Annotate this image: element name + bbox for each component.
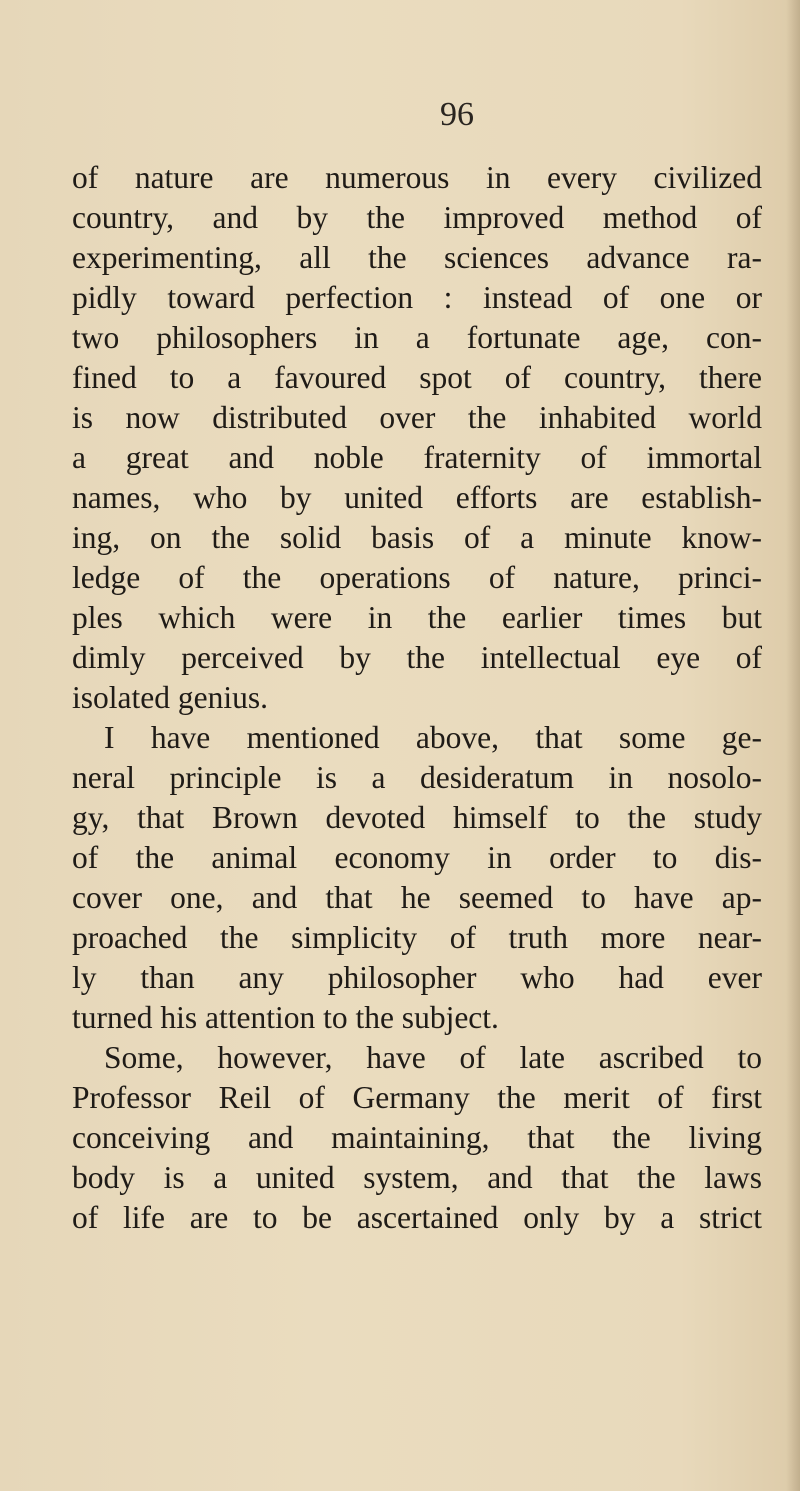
text-line: ples which were in the earlier times but <box>72 600 762 635</box>
paragraph-start-line: I have mentioned above, that some ge- <box>104 720 762 755</box>
text-line: proached the simplicity of truth more near- <box>72 920 762 955</box>
text-line: ing, on the solid basis of a minute know- <box>72 520 762 555</box>
text-line: a great and noble fraternity of immortal <box>72 440 762 475</box>
text-line: Professor Reil of Germany the merit of first <box>72 1080 762 1115</box>
text-line: neral principle is a desideratum in nosolo- <box>72 760 762 795</box>
text-line: experimenting, all the sciences advance ra- <box>72 240 762 275</box>
text-line: of life are to be ascertained only by a strict <box>72 1200 762 1235</box>
text-line: ledge of the operations of nature, princi- <box>72 560 762 595</box>
text-line: fined to a favoured spot of country, there <box>72 360 762 395</box>
text-line: body is a united system, and that the laws <box>72 1160 762 1195</box>
text-line: two philosophers in a fortunate age, con- <box>72 320 762 355</box>
paragraph-start-line: Some, however, have of late ascribed to <box>104 1040 762 1075</box>
body-text <box>72 158 762 1238</box>
text-line: conceiving and maintaining, that the living <box>72 1120 762 1155</box>
text-line: country, and by the improved method of <box>72 200 762 235</box>
text-line: isolated genius. <box>72 680 268 715</box>
text-line: of nature are numerous in every civilized <box>72 160 762 195</box>
text-line: cover one, and that he seemed to have ap- <box>72 880 762 915</box>
text-line: names, who by united efforts are establish- <box>72 480 762 515</box>
text-line: of the animal economy in order to dis- <box>72 840 762 875</box>
text-line: ly than any philosopher who had ever <box>72 960 762 995</box>
page-edge-shadow <box>786 0 800 1491</box>
page-number: 96 <box>440 96 474 133</box>
text-line: is now distributed over the inhabited world <box>72 400 762 435</box>
text-line: pidly toward perfection : instead of one or <box>72 280 762 315</box>
text-line: dimly perceived by the intellectual eye of <box>72 640 762 675</box>
text-line: turned his attention to the subject. <box>72 1000 499 1035</box>
text-line: gy, that Brown devoted himself to the study <box>72 800 762 835</box>
